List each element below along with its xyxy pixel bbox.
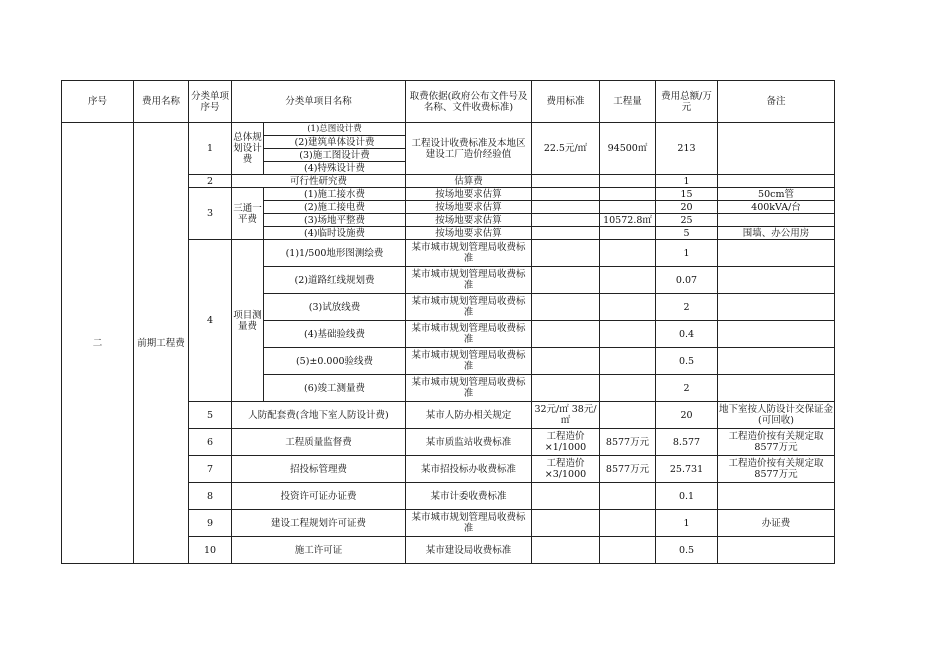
sub-item-name: (4)特殊设计费 [264,162,406,175]
sub-item-name: (3)施工图设计费 [264,149,406,162]
header-remark: 备注 [718,81,835,123]
sub-item-name: (4)临时设施费 [264,227,406,240]
item-remark: 办证费 [718,510,835,537]
item-name: 建设工程规划许可证费 [232,510,406,537]
item-no: 9 [189,510,232,537]
item-total: 20 [656,402,718,429]
item-basis: 某市人防办相关规定 [406,402,532,429]
item-standard: 工程造价×3/1000 [532,456,600,483]
sub-item-basis: 某市城市规划管理局收费标准 [406,240,532,267]
sub-item-remark [718,240,835,267]
item-name: 招投标管理费 [232,456,406,483]
item-no: 3 [189,188,232,240]
sub-item-quantity [600,240,656,267]
sub-item-name: (5)±0.000验线费 [264,348,406,375]
sub-item-basis: 某市城市规划管理局收费标准 [406,375,532,402]
section-seq: 二 [62,123,134,564]
item-basis: 某市建设局收费标准 [406,537,532,564]
item-basis: 某市城市规划管理局收费标准 [406,510,532,537]
sub-item-quantity: 10572.8㎡ [600,214,656,227]
item-no: 8 [189,483,232,510]
sub-item-name: (1)施工接水费 [264,188,406,201]
sub-item-quantity [600,375,656,402]
item-no: 1 [189,123,232,175]
header-total: 费用总额/万元 [656,81,718,123]
sub-item-basis: 按场地要求估算 [406,188,532,201]
item-total: 0.5 [656,537,718,564]
item-quantity [600,175,656,188]
sub-item-quantity [600,321,656,348]
sub-item-remark: 围墙、办公用房 [718,227,835,240]
sub-item-name: (2)道路红线规划费 [264,267,406,294]
header-sub-name: 分类单项目名称 [232,81,406,123]
sub-item-basis: 某市城市规划管理局收费标准 [406,267,532,294]
header-name: 费用名称 [134,81,189,123]
item-total: 1 [656,510,718,537]
item-standard [532,537,600,564]
sub-item-quantity [600,348,656,375]
sub-item-standard [532,294,600,321]
item-quantity: 8577万元 [600,429,656,456]
sub-item-basis: 某市城市规划管理局收费标准 [406,321,532,348]
item-remark [718,483,835,510]
sub-item-total: 0.4 [656,321,718,348]
fee-table [61,80,835,564]
item-no: 6 [189,429,232,456]
sub-item-total: 2 [656,294,718,321]
item-no: 4 [189,240,232,402]
item-no: 7 [189,456,232,483]
item-remark: 工程造价按有关规定取8577万元 [718,456,835,483]
item-name: 工程质量监督费 [232,429,406,456]
sub-item-basis: 某市城市规划管理局收费标准 [406,294,532,321]
item-group: 总体规划设计费 [232,123,264,175]
sub-item-total: 25 [656,214,718,227]
item-name: 人防配套费(含地下室人防设计费) [232,402,406,429]
item-total: 0.1 [656,483,718,510]
sub-item-total: 0.5 [656,348,718,375]
header-quantity: 工程量 [600,81,656,123]
sub-item-remark [718,214,835,227]
sub-item-basis: 某市城市规划管理局收费标准 [406,348,532,375]
item-remark: 工程造价按有关规定取8577万元 [718,429,835,456]
sub-item-standard [532,348,600,375]
item-no: 2 [189,175,232,188]
sub-item-quantity [600,294,656,321]
sub-item-name: (1)总图设计费 [264,123,406,136]
item-quantity: 94500㎡ [600,123,656,175]
item-no: 10 [189,537,232,564]
item-group: 项目测量费 [232,240,264,402]
header-sub-seq: 分类单项序号 [189,81,232,123]
sub-item-remark [718,267,835,294]
table-row [62,123,835,136]
item-remark [718,175,835,188]
item-standard [532,510,600,537]
sub-item-basis: 按场地要求估算 [406,227,532,240]
item-basis: 估算费 [406,175,532,188]
item-name: 可行性研究费 [232,175,406,188]
sub-item-standard [532,227,600,240]
item-standard: 工程造价×1/1000 [532,429,600,456]
sub-item-name: (3)场地平整费 [264,214,406,227]
item-basis: 某市质监站收费标准 [406,429,532,456]
item-standard [532,483,600,510]
sub-item-quantity [600,267,656,294]
item-basis: 工程设计收费标准及本地区建设工厂造价经验值 [406,123,532,175]
item-standard: 22.5元/㎡ [532,123,600,175]
item-remark [718,123,835,175]
item-quantity [600,402,656,429]
item-total: 213 [656,123,718,175]
item-basis: 某市计委收费标准 [406,483,532,510]
sub-item-standard [532,321,600,348]
sub-item-remark: 400kVA/台 [718,201,835,214]
sub-item-name: (2)施工接电费 [264,201,406,214]
section-name: 前期工程费 [134,123,189,564]
item-total: 1 [656,175,718,188]
item-group: 三通一平费 [232,188,264,240]
sub-item-total: 1 [656,240,718,267]
item-no: 5 [189,402,232,429]
sub-item-standard [532,214,600,227]
header-seq: 序号 [62,81,134,123]
sub-item-remark [718,375,835,402]
item-basis: 某市招投标办收费标准 [406,456,532,483]
sub-item-standard [532,240,600,267]
item-quantity [600,483,656,510]
sub-item-standard [532,375,600,402]
header-row [62,81,835,123]
sub-item-basis: 按场地要求估算 [406,214,532,227]
sub-item-standard [532,267,600,294]
item-standard [532,175,600,188]
item-remark [718,537,835,564]
sub-item-total: 0.07 [656,267,718,294]
sub-item-name: (6)竣工测量费 [264,375,406,402]
sub-item-quantity [600,188,656,201]
sub-item-quantity [600,201,656,214]
item-quantity [600,510,656,537]
sub-item-basis: 按场地要求估算 [406,201,532,214]
sub-item-total: 15 [656,188,718,201]
sub-item-name: (3)试放线费 [264,294,406,321]
sub-item-standard [532,188,600,201]
item-remark: 地下室按人防设计交保证金(可回收) [718,402,835,429]
item-name: 施工许可证 [232,537,406,564]
sub-item-standard [532,201,600,214]
header-standard: 费用标准 [532,81,600,123]
sub-item-remark [718,348,835,375]
sub-item-name: (4)基础验线费 [264,321,406,348]
item-standard: 32元/㎡ 38元/㎡ [532,402,600,429]
item-name: 投资许可证办证费 [232,483,406,510]
item-quantity [600,537,656,564]
sub-item-total: 5 [656,227,718,240]
sub-item-name: (1)1/500地形图测绘费 [264,240,406,267]
item-quantity: 8577万元 [600,456,656,483]
sub-item-remark [718,321,835,348]
item-total: 8.577 [656,429,718,456]
sub-item-total: 2 [656,375,718,402]
sub-item-quantity [600,227,656,240]
header-basis: 取费依据(政府公布文件号及名称、文件收费标准) [406,81,532,123]
item-total: 25.731 [656,456,718,483]
sub-item-total: 20 [656,201,718,214]
sub-item-remark [718,294,835,321]
sub-item-name: (2)建筑单体设计费 [264,136,406,149]
sub-item-remark: 50cm管 [718,188,835,201]
